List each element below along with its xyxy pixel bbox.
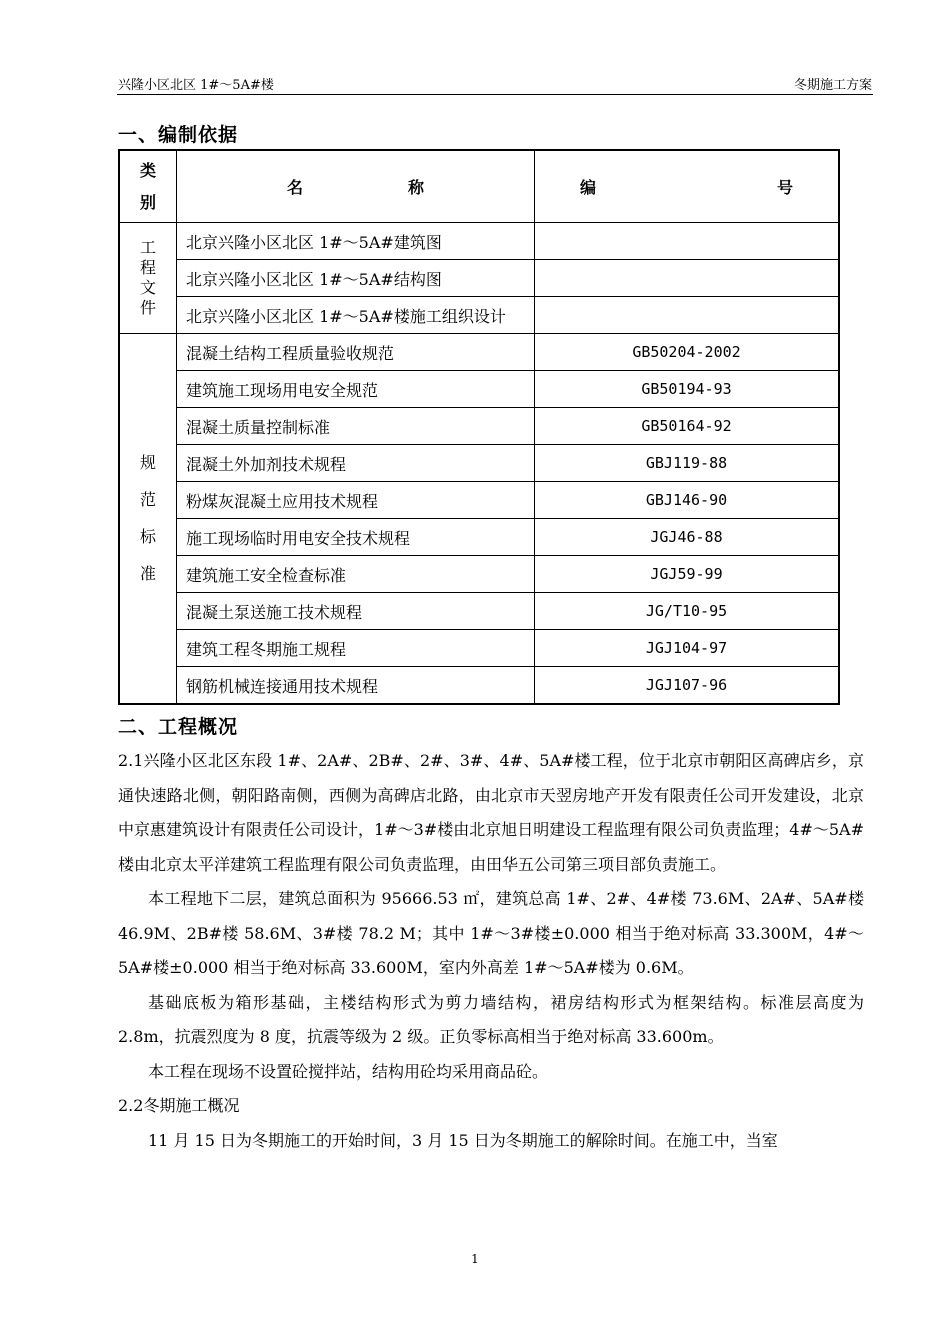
table-row bbox=[119, 593, 839, 630]
category-standards: 规 范 标 准 bbox=[119, 334, 177, 705]
table-row bbox=[119, 371, 839, 408]
doc-name: 北京兴隆小区北区 1#～5A#楼施工组织设计 bbox=[177, 297, 535, 334]
standard-number: GB50164-92 bbox=[535, 408, 840, 445]
section-title-overview: 二、工程概况 bbox=[118, 716, 239, 738]
table-row bbox=[119, 482, 839, 519]
table-row bbox=[119, 408, 839, 445]
standard-name: 粉煤灰混凝土应用技术规程 bbox=[177, 482, 535, 519]
standard-number: JGJ104-97 bbox=[535, 630, 840, 667]
paragraph-winter-period: 11 月 15 日为冬期施工的开始时间，3 月 15 日为冬期施工的解除时间。在施工中，当室 bbox=[148, 1130, 778, 1150]
header-rule bbox=[117, 94, 873, 95]
standard-name: 建筑施工现场用电安全规范 bbox=[177, 371, 535, 408]
table-row bbox=[119, 334, 839, 371]
paragraph-area: 本工程地下二层，建筑总面积为 95666.53 ㎡，建筑总高 1#、2#、4#楼 73.6M、2A#、5A#楼 46.9M、2B#楼 58.6M、3#楼 78.2 M；其中 1#～3#楼±0.000 相当于绝对标高 33.300M，4#～5A#楼±0.000 相当于绝对标高 33.600M，室内外高差 1#～5A#楼为 0.6M。 bbox=[118, 889, 864, 977]
basis-table bbox=[118, 149, 840, 705]
overview-body bbox=[118, 744, 864, 1158]
header-number: 编 号 bbox=[535, 150, 840, 223]
table-row bbox=[119, 519, 839, 556]
standard-name: 施工现场临时用电安全技术规程 bbox=[177, 519, 535, 556]
section-title-basis: 一、编制依据 bbox=[118, 124, 239, 146]
table-header-row bbox=[119, 150, 839, 223]
doc-number bbox=[535, 260, 840, 297]
table-row bbox=[119, 445, 839, 482]
standard-name: 建筑工程冬期施工规程 bbox=[177, 630, 535, 667]
page-number: 1 bbox=[471, 1252, 479, 1266]
standard-name: 混凝土质量控制标准 bbox=[177, 408, 535, 445]
table-row bbox=[119, 260, 839, 297]
standard-number: JG/T10-95 bbox=[535, 593, 840, 630]
standard-number: GB50204-2002 bbox=[535, 334, 840, 371]
header-category: 类 别 bbox=[119, 150, 177, 223]
table-row bbox=[119, 223, 839, 260]
table-row bbox=[119, 630, 839, 667]
doc-name: 北京兴隆小区北区 1#～5A#建筑图 bbox=[177, 223, 535, 260]
category-engineering-docs: 工 程 文 件 bbox=[119, 223, 177, 334]
table-row bbox=[119, 556, 839, 593]
paragraph-concrete: 本工程在现场不设置砼搅拌站，结构用砼均采用商品砼。 bbox=[148, 1061, 549, 1081]
paragraph-2-1: 2.1兴隆小区北区东段 1#、2A#、2B#、2#、3#、4#、5A#楼工程，位于北京市朝阳区高碑店乡，京通快速路北侧，朝阳路南侧，西侧为高碑店北路，由北京市天翌房地产开发有限责任公司开发建设，北京中京惠建筑设计有限责任公司设计，1#～3#楼由北京旭日明建设工程监理有限公司负责监理；4#～5A#楼由北京太平洋建筑工程监理有限公司负责监理，由田华五公司第三项目部负责施工。 bbox=[118, 751, 864, 874]
table-row bbox=[119, 667, 839, 705]
standard-name: 钢筋机械连接通用技术规程 bbox=[177, 667, 535, 705]
paragraph-structure: 基础底板为箱形基础，主楼结构形式为剪力墙结构，裙房结构形式为框架结构。标准层高度为 2.8m，抗震烈度为 8 度，抗震等级为 2 级。正负零标高相当于绝对标高 33.600m。 bbox=[118, 992, 864, 1046]
header-name: 名 称 bbox=[177, 150, 535, 223]
header-project-name: 兴隆小区北区 1#～5A#楼 bbox=[118, 78, 274, 93]
standard-number: JGJ107-96 bbox=[535, 667, 840, 705]
subheading-2-2: 2.2冬期施工概况 bbox=[118, 1096, 240, 1115]
standard-number: GB50194-93 bbox=[535, 371, 840, 408]
doc-number bbox=[535, 223, 840, 260]
doc-name: 北京兴隆小区北区 1#～5A#结构图 bbox=[177, 260, 535, 297]
header-doc-title: 冬期施工方案 bbox=[793, 78, 872, 93]
standard-number: GBJ119-88 bbox=[535, 445, 840, 482]
standard-number: JGJ59-99 bbox=[535, 556, 840, 593]
standard-name: 混凝土外加剂技术规程 bbox=[177, 445, 535, 482]
standard-number: GBJ146-90 bbox=[535, 482, 840, 519]
doc-number bbox=[535, 297, 840, 334]
table-row bbox=[119, 297, 839, 334]
standard-name: 混凝土泵送施工技术规程 bbox=[177, 593, 535, 630]
standard-name: 混凝土结构工程质量验收规范 bbox=[177, 334, 535, 371]
standard-number: JGJ46-88 bbox=[535, 519, 840, 556]
standard-name: 建筑施工安全检查标准 bbox=[177, 556, 535, 593]
